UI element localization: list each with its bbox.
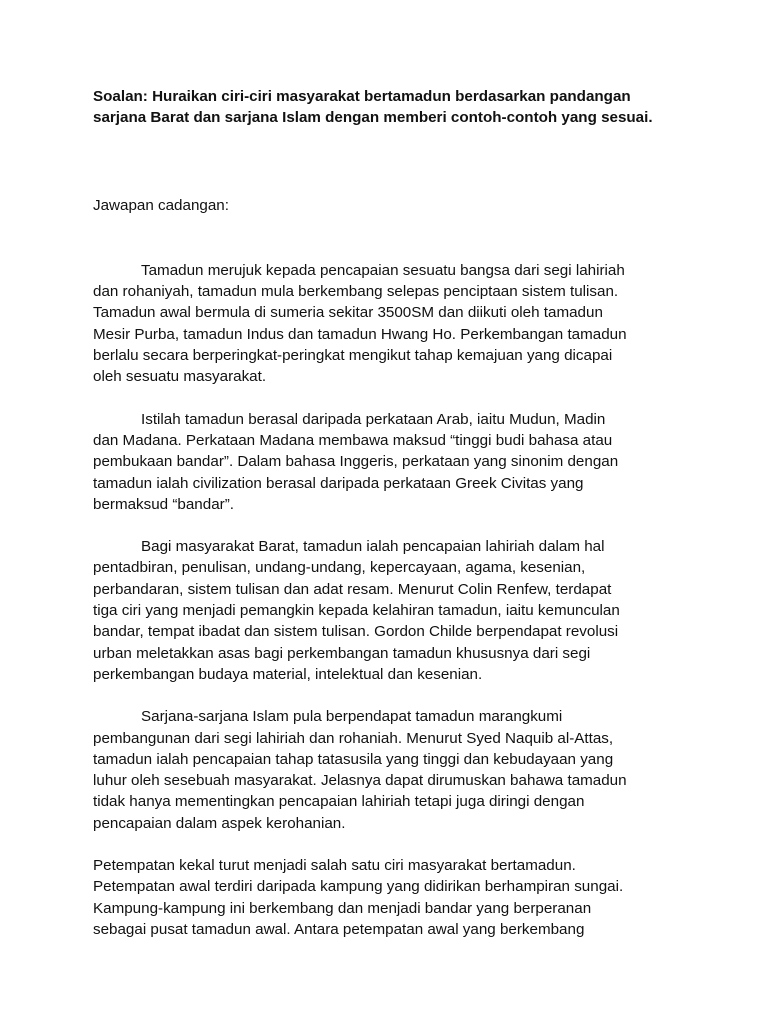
document-body — [93, 86, 693, 940]
question-heading — [93, 86, 693, 129]
paragraph-definition — [93, 260, 693, 388]
paragraph-islamic-view — [93, 706, 693, 834]
text-line: pembukaan bandar”. Dalam bahasa Inggeris, perkataan yang sinonim dengan — [93, 453, 619, 471]
text-line: tidak hanya mementingkan pencapaian lahiriah tetapi juga diringi dengan — [93, 793, 585, 811]
paragraph-settlements — [93, 855, 693, 940]
text-line: Bagi masyarakat Barat, tamadun ialah pencapaian lahiriah dalam hal — [141, 538, 605, 556]
text-line: dan Madana. Perkataan Madana membawa maksud “tinggi budi bahasa atau — [93, 431, 613, 449]
text-line: bermaksud “bandar”. — [93, 495, 234, 513]
text-line: pentadbiran, penulisan, undang-undang, kepercayaan, agama, kesenian, — [93, 559, 586, 577]
text-line: sebagai pusat tamadun awal. Antara petempatan awal yang berkembang — [93, 920, 585, 938]
text-line: pembangunan dari segi lahiriah dan rohaniah. Menurut Syed Naquib al-Attas, — [93, 729, 614, 747]
text-line: luhur oleh sesebuah masyarakat. Jelasnya dapat dirumuskan bahawa tamadun — [93, 772, 627, 790]
text-line: bandar, tempat ibadat dan sistem tulisan. Gordon Childe berpendapat revolusi — [93, 623, 619, 641]
answer-label: Jawapan cadangan: — [93, 196, 229, 214]
text-line: oleh sesuatu masyarakat. — [93, 368, 267, 386]
text-line: Petempatan kekal turut menjadi salah satu ciri masyarakat bertamadun. — [93, 857, 576, 875]
text-line: dan rohaniyah, tamadun mula berkembang selepas penciptaan sistem tulisan. — [93, 283, 619, 301]
paragraph-western-view — [93, 536, 693, 685]
text-line: berlalu secara berperingkat-peringkat mengikut tahap kemajuan yang dicapai — [93, 347, 613, 365]
question-line: sarjana Barat dan sarjana Islam dengan memberi contoh-contoh yang sesuai. — [93, 109, 653, 127]
text-line: Petempatan awal terdiri daripada kampung yang didirikan berhampiran sungai. — [93, 878, 624, 896]
text-line: pencapaian dalam aspek kerohanian. — [93, 814, 346, 832]
text-line: tamadun ialah pencapaian tahap tatasusila yang tinggi dan kebudayaan yang — [93, 750, 614, 768]
text-line: Mesir Purba, tamadun Indus dan tamadun Hwang Ho. Perkembangan tamadun — [93, 325, 627, 343]
text-line: Tamadun merujuk kepada pencapaian sesuatu bangsa dari segi lahiriah — [141, 261, 625, 279]
question-line: Soalan: Huraikan ciri-ciri masyarakat bertamadun berdasarkan pandangan — [93, 88, 631, 105]
text-line: urban meletakkan asas bagi perkembangan tamadun khususnya dari segi — [93, 644, 591, 662]
text-line: Kampung-kampung ini berkembang dan menjadi bandar yang berperanan — [93, 899, 592, 917]
paragraph-etymology — [93, 409, 693, 515]
text-line: Istilah tamadun berasal daripada perkataan Arab, iaitu Mudun, Madin — [141, 410, 606, 428]
text-line: tiga ciri yang menjadi pemangkin kepada kelahiran tamadun, iaitu kemunculan — [93, 602, 620, 620]
text-line: Tamadun awal bermula di sumeria sekitar 3500SM dan diikuti oleh tamadun — [93, 304, 603, 322]
text-line: tamadun ialah civilization berasal daripada perkataan Greek Civitas yang — [93, 474, 584, 492]
text-line: perbandaran, sistem tulisan dan adat resam. Menurut Colin Renfew, terdapat — [93, 580, 612, 598]
text-line: perkembangan budaya material, intelektual dan kesenian. — [93, 665, 483, 683]
text-line: Sarjana-sarjana Islam pula berpendapat tamadun marangkumi — [141, 708, 563, 726]
